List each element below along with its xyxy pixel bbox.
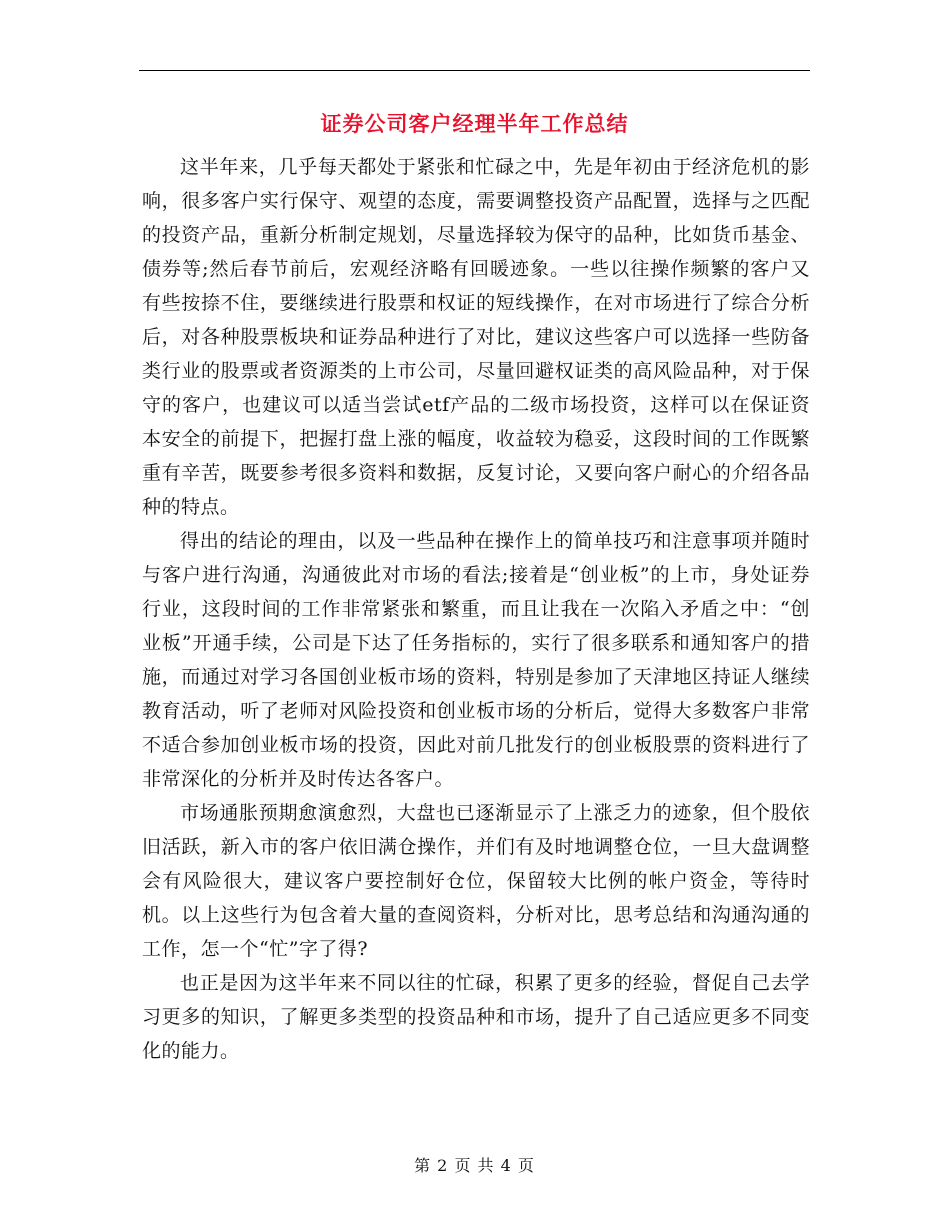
- paragraph-1: 这半年来，几乎每天都处于紧张和忙碌之中，先是年初由于经济危机的影响，很多客户实行保守、观望的态度，需要调整投资产品配置，选择与之匹配的投资产品，重新分析制定规划，尽量选择较为保守的品种，比如货币基金、债券等;然后春节前后，宏观经济略有回暖迹象。一些以往操作频繁的客户又有些按捺不住，要继续进行股票和权证的短线操作，在对市场进行了综合分析后，对各种股票板块和证券品种进行了对比，建议这些客户可以选择一些防备类行业的股票或者资源类的上市公司，尽量回避权证类的高风险品种，对于保守的客户，也建议可以适当尝试etf产品的二级市场投资，这样可以在保证资本安全的前提下，把握打盘上涨的幅度，收益较为稳妥，这段时间的工作既繁重有辛苦，既要参考很多资料和数据，反复讨论，又要向客户耐心的介绍各品种的特点。: [142, 156, 810, 518]
- paragraph-3: 市场通胀预期愈演愈烈，大盘也已逐渐显示了上涨乏力的迹象，但个股依旧活跃，新入市的客户依旧满仓操作，并们有及时地调整仓位，一旦大盘调整会有风险很大，建议客户要控制好仓位，保留较大比例的帐户资金，等待时机。以上这些行为包含着大量的查阅资料，分析对比，思考总结和沟通沟通的工作，怎一个“忙”字了得?: [142, 802, 810, 960]
- page-number: 第 2 页 共 4 页: [414, 1156, 535, 1175]
- paragraph-4: 也正是因为这半年来不同以往的忙碌，积累了更多的经验，督促自己去学习更多的知识，了解更多类型的投资品种和市场，提升了自己适应更多不同变化的能力。: [142, 972, 810, 1062]
- paragraph-2: 得出的结论的理由，以及一些品种在操作上的简单技巧和注意事项并随时与客户进行沟通，沟通彼此对市场的看法;接着是“创业板”的上市，身处证券行业，这段时间的工作非常紧张和繁重，而且让我在一次陷入矛盾之中：“创业板”开通手续，公司是下达了任务指标的，实行了很多联系和通知客户的措施，而通过对学习各国创业板市场的资料，特别是参加了天津地区持证人继续教育活动，听了老师对风险投资和创业板市场的分析后，觉得大多数客户非常不适合参加创业板市场的投资，因此对前几批发行的创业板股票的资料进行了非常深化的分析并及时传达各客户。: [142, 530, 810, 790]
- document-title: 证券公司客户经理半年工作总结: [320, 111, 629, 136]
- header-rule: [139, 70, 810, 71]
- document-body: [142, 150, 810, 1068]
